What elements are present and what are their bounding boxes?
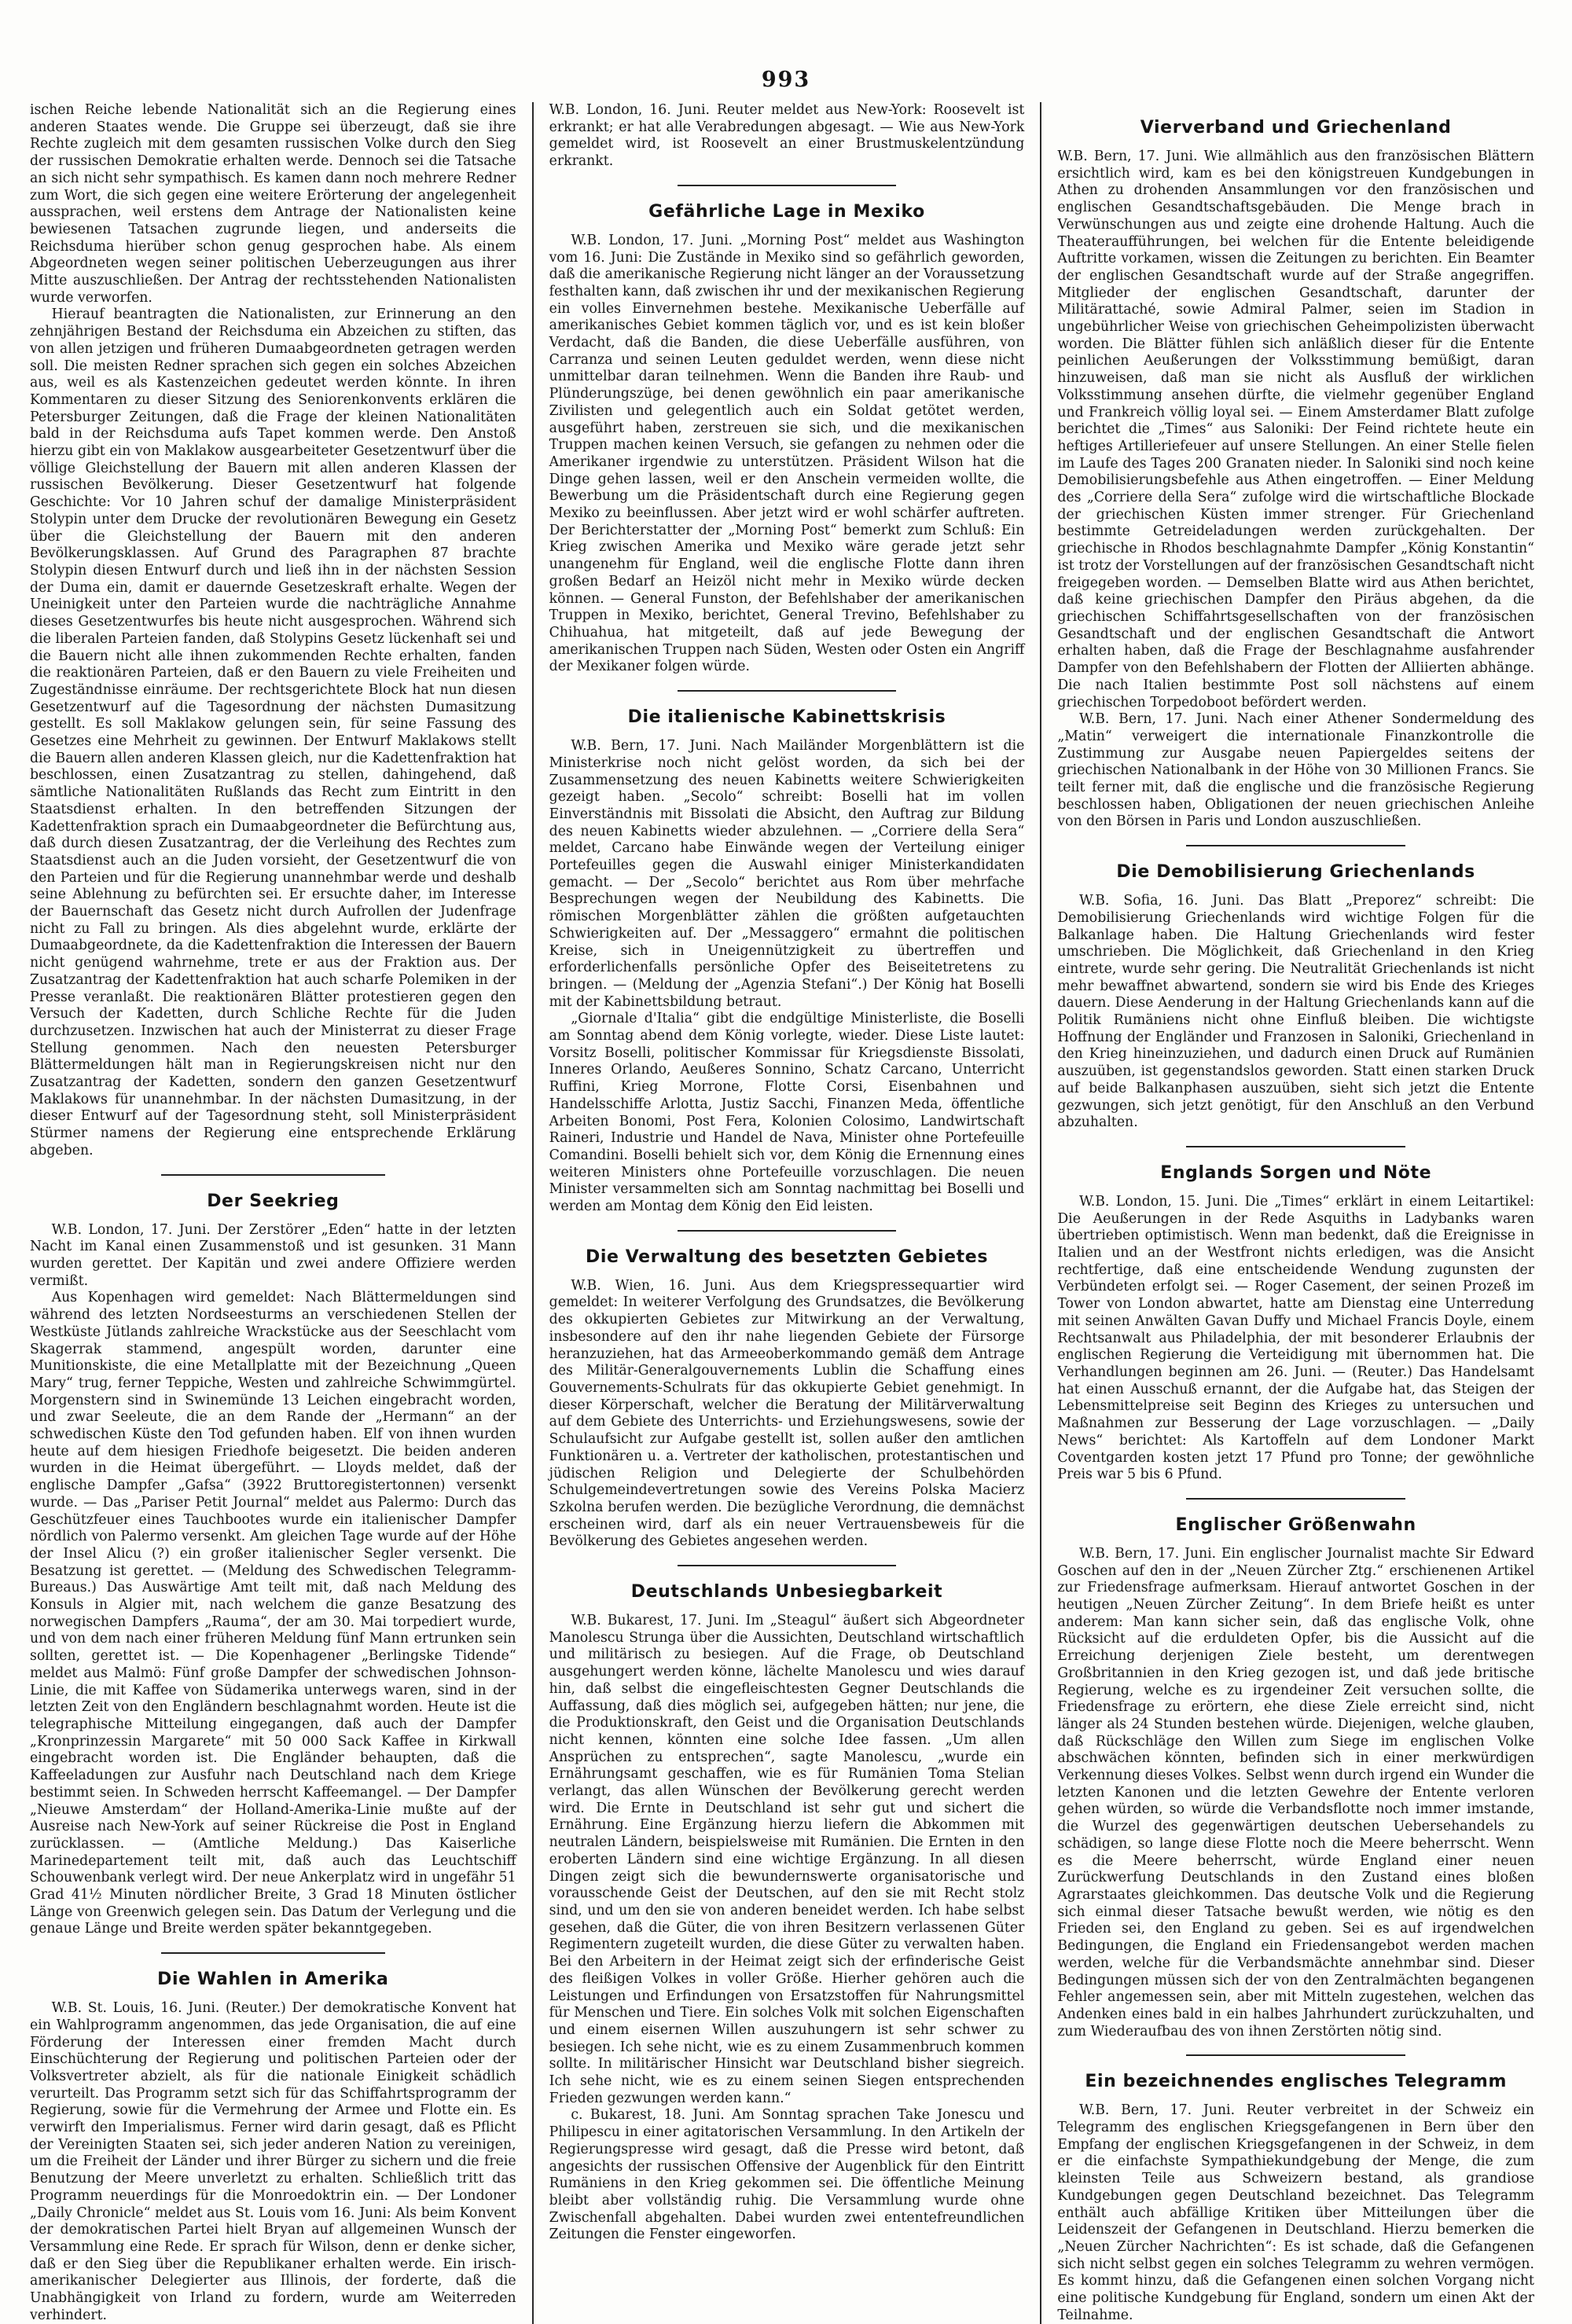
section-divider <box>1186 1146 1405 1147</box>
article-paragraph: W.B. London, 17. Juni. Der Zerstörer „Eden“ hatte in der letzten Nacht im Kanal einen Zusammenstoß und ist gesunken. 31 Mann wurden gerettet. Der Kapitän und zwei andere Offiziere werden vermißt. <box>30 1221 516 1289</box>
article-paragraph: Aus Kopenhagen wird gemeldet: Nach Blättermeldungen sind während des letzten Nordseesturms an verschiedenen Stellen der Westküste Jütlands zahlreiche Wrackstücke aus der Seeschlacht vom Skagerrak stammend, angespült worden, darunter eine Munitionskiste, die eine Metallplatte mit der Bezeichnung „Queen Mary“ trug, ferner Teppiche, Westen und zahlreiche Schwimmgürtel. Morgenstern sind in Swinemünde 13 Leichen eingebracht worden, und zwar Seeleute, die an dem Rande der „Hermann“ an der schwedischen Küste den Tod gefunden haben. Elf von ihnen wurden heute auf dem hiesigen Friedhofe beigesetzt. Die beiden anderen wurden in die Heimat übergeführt. — Lloyds meldet, daß der englische Dampfer „Gafsa“ (3922 Bruttoregistertonnen) versenkt wurde. — Das „Pariser Petit Journal“ meldet aus Palermo: Durch das Geschützfeuer eines Tauchbootes wurde ein italienischer Dampfer nördlich von Palermo versenkt. Am gleichen Tage wurde auf der Höhe der Insel Alicu (?) ein großer italienischer Segler versenkt. Die Besatzung ist gerettet. — (Meldung des Schwedischen Telegramm-Bureaus.) Das Auswärtige Amt teilt mit, daß nach Meldung des Konsuls in Algier mit, nach welchem die ganze Besatzung des norwegischen Dampfers „Rauma“, der am 30. Mai torpediert wurde, und von dem nach einer früheren Meldung fünf Mann ertrunken sein sollten, gerettet ist. — Die Kopenhagener „Berlingske Tidende“ meldet aus Malmö: Fünf große Dampfer der schwedischen Johnson-Linie, die mit Kaffee von Südamerika unterwegs waren, sind in der letzten Zeit von den Engländern beschlagnahmt worden. Heute ist die telegraphische Mitteilung eingegangen, daß auch der Dampfer „Kronprinzessin Margarete“ mit 50 000 Sack Kaffee in Kirkwall eingebracht worden ist. Die Engländer behaupten, daß die Kaffeeladungen zur Ausfuhr nach Deutschland nach dem Kriege bestimmt seien. In Schweden herrscht Kaffeemangel. — Der Dampfer „Nieuwe Amsterdam“ der Holland-Amerika-Linie mußte auf der Ausreise nach New-York auf seiner Rückreise die Post in England zurücklassen. — (Amtliche Meldung.) Das Kaiserliche Marinedepartement teilt mit, daß auch das Leuchtschiff Schouwenbank verlegt wird. Der neue Ankerplatz wird in ungefähr 51 Grad 41½ Minuten nördlicher Breite, 3 Grad 18 Minuten östlicher Länge von Greenwich gelegen sein. Das Datum der Verlegung und die genaue Länge und Breite werden später bekanntgegeben. <box>30 1290 516 1937</box>
article-heading: Die Verwaltung des besetzten Gebietes <box>585 1246 989 1267</box>
col-right <box>1041 102 1550 2324</box>
article <box>1057 118 1534 831</box>
article <box>30 1174 516 1939</box>
section-divider <box>1186 845 1405 846</box>
article <box>30 1952 516 2324</box>
article-paragraph: „Giornale d'Italia“ gibt die endgültige Ministerliste, die Boselli am Sonntag abend dem König vorlegte, wieder. Diese Liste lautet: Vorsitz Boselli, politischer Kommissar für Kriegsdienste Bissolati, Inneres Orlando, Aeußeres Sonnino, Schatz Carcano, Unterricht Ruffini, Krieg Morrone, Flotte Corsi, Eisenbahnen und Handelsschiffe Arlotta, Justiz Sacchi, Finanzen Meda, öffentliche Arbeiten Bonomi, Post Fera, Kolonien Colosimo, Landwirtschaft Raineri, Industrie und Handel de Nava, Minister ohne Portefeuille Comandini. Boselli behielt sich vor, dem König die Ernennung eines weiteren Ministers ohne Portefeuille vorzuschlagen. Die neuen Minister versammelten sich am Sonntag nachmittag bei Boselli und werden am Montag dem König den Eid leisten. <box>549 1011 1025 1215</box>
article-paragraph: W.B. Bern, 17. Juni. Wie allmählich aus den französischen Blättern ersichtlich wird, kam es bei den königstreuen Kundgebungen in Athen zu drohenden Ansammlungen vor den französischen und englischen Gesandtschaftsgebäuden. Die Menge brach in Verwünschungen aus und zeigte eine drohende Haltung. Auch die Theateraufführungen, bei welchen für die Entente beleidigende Auftritte vorkamen, wissen die Zeitungen zu berichten. Ein Beamter der englischen Gesandtschaft wurde auf der Straße angegriffen. Mitglieder der englischen Gesandtschaft, darunter der Militärattaché, sowie Admiral Palmer, seien im Stadion in ungebührlicher Weise von griechischen Geheimpolizisten überwacht worden. Die Blätter fühlen sich anläßlich dieser für die Entente peinlichen Aeußerungen der Volksstimmung bemüßigt, daran hinzuweisen, daß man sie nicht als Ausfluß der wirklichen Volksstimmung ansehen dürfte, die vielmehr gegenüber England und Frankreich völlig loyal sei. — Einem Amsterdamer Blatt zufolge berichtet die „Times“ aus Saloniki: Der Feind richtete heute ein heftiges Artilleriefeuer auf unsere Stellungen. An einer Stelle fielen im Laufe des Tages 200 Granaten nieder. In Saloniki sind noch keine Demobilisierungsbefehle aus Athen eingetroffen. — Einer Meldung des „Corriere della Sera“ zufolge wird die wirtschaftliche Blockade der griechischen Küsten immer strenger. Für Griechenland bestimmte Getreideladungen werden zurückgehalten. Der griechische in Rhodos beschlagnahmte Dampfer „König Konstantin“ ist trotz der Vorstellungen auf der französischen Gesandtschaft nicht freigegeben worden. — Demselben Blatte wird aus Athen berichtet, daß keine griechischen Dampfer den Piräus abgehen, da die griechischen Schiffahrtsgesellschaften von der französischen Gesandtschaft und der englischen Gesandtschaft die Antwort erhalten haben, daß die Frage der Beschlagnahme ausfahrender Dampfer von den Befehlshabern der Flotten der Alliierten abhänge. Die nach Italien bestimmte Post soll nächstens auf einem griechischen Torpedoboot befördert werden. <box>1057 149 1534 710</box>
article <box>549 185 1025 676</box>
article-paragraph: c. Bukarest, 18. Juni. Am Sonntag sprachen Take Jonescu und Philipescu in einer agitatorischen Versammlung. In den Artikeln der Regierungspresse wird gesagt, daß die Presse wird betont, daß angesichts der russischen Offensive der Augenblick für den Eintritt Rumäniens in den Krieg gekommen sei. Die öffentliche Meinung bleibt aber vollständig ruhig. Die Versammlung wurde ohne Zwischenfall abgehalten. Dabei wurden zwei ententefreundlichen Zeitungen die Fenster eingeworfen. <box>549 2107 1025 2243</box>
section-divider <box>161 1174 385 1176</box>
article <box>549 690 1025 1216</box>
article-paragraph: Hierauf beantragten die Nationalisten, zur Erinnerung an den zehnjährigen Bestand der Reichsduma ein Abzeichen zu stiften, das von allen jetzigen und früheren Dumaabgeordneten getragen werden soll. Die meisten Redner sprachen sich gegen ein solches Abzeichen aus, weil es als Kastenzeichen gedeutet werden könnte. In ihren Kommentaren zu dieser Sitzung des Seniorenkonvents erklären die Petersburger Zeitungen, daß die Frage der kleinen Nationalitäten bald in der Reichsduma aufs Tapet kommen werde. Den Anstoß hierzu gibt ein von Maklakow ausgearbeiteter Gesetzentwurf über die völlige Gleichstellung der Bauern mit allen anderen Klassen der russischen Bevölkerung. Dieser Gesetzentwurf hat folgende Geschichte: Vor 10 Jahren schuf der damalige Ministerpräsident Stolypin unter dem Drucke der revolutionären Bewegung ein Gesetz über die Gleichstellung der Bauern mit den anderen Bevölkerungsklassen. Auf Grund des Paragraphen 87 brachte Stolypin diesen Entwurf durch und ließ ihn in der nächsten Session der Duma ein, damit er dauernde Gesetzeskraft erhalte. Wegen der Uneinigkeit unter den Parteien wurde die nachträgliche Annahme dieses Gesetzentwurfes bis heute nicht ausgesprochen. Während sich die liberalen Parteien fanden, daß Stolypins Gesetz lückenhaft sei und die Bauern nicht alle ihnen zukommenden Rechte erhalten, fanden die reaktionären Parteien, daß er den Bauern zu viele Freiheiten und Zugeständnisse einräume. Der rechtsgerichtete Block hat nun diesen Gesetzentwurf auf die Tagesordnung der nächsten Dumasitzung gestellt. Es soll Maklakow gelungen sein, für seine Fassung des Gesetzes eine Mehrheit zu gewinnen. Der Entwurf Maklakows stellt die Bauern allen anderen Klassen gleich, nur die Kadettenfraktion hat beschlossen, einen Zusatzantrag zu stellen, dahingehend, daß sämtliche Nationalitäten Rußlands das Recht zum Eintritt in den Staatsdienst erhalten. In den betreffenden Sitzungen der Kadettenfraktion sprach ein Dumaabgeordneter die Befürchtung aus, daß durch diesen Zusatzantrag, der die Verleihung des Rechtes zum Staatsdienst auch an die Juden vorsieht, der Gesetzentwurf die von den Parteien und für die Regierung unannehmbar werde und deshalb seine Ablehnung zu befürchten sei. Er ersuchte daher, im Interesse der Bauernschaft das Gesetz nicht durch Aufrollen der Judenfrage nicht zu Fall zu bringen. Als dies abgelehnt wurde, erklärte der Dumaabgeordnete, da die Kadettenfraktion die Interessen der Bauern nicht genügend wahrnehme, trete er aus der Fraktion aus. Der Zusatzantrag der Kadettenfraktion hat auch scharfe Polemiken in der Presse veranlaßt. Die reaktionären Blätter protestieren gegen den Versuch der Kadetten, durch Schliche Rechte für die Juden durchzusetzen. Inzwischen hat auch der Ministerrat zu dieser Frage Stellung genommen. Nach den neuesten Petersburger Blättermeldungen hält man in Regierungskreisen nicht nur den Zusatzantrag der Kadetten, sondern den ganzen Gesetzentwurf Maklakows für unannehmbar. In der nächsten Dumasitzung, in der dieser Entwurf auf der Tagesordnung steht, soll Ministerpräsident Stürmer namens der Regierung eine entsprechende Erklärung abgeben. <box>30 307 516 1158</box>
article-heading: Die italienische Kabinettskrisis <box>627 707 946 728</box>
article-paragraph: W.B. Bern, 17. Juni. Reuter verbreitet in der Schweiz ein Telegramm des englischen Kriegsgefangenen in Bern über den Empfang der englischen Kriegsgefangenen in der Schweiz, in dem er die einfachste Sympathiekundgebung der Menge, die zum kleinsten Teile aus Schweizern bestand, als grandiose Kundgebungen gegen Deutschland bezeichnet. Das Telegramm enthält auch abfällige Kritiken über Mitteilungen über die Leidenszeit der Gefangenen in Deutschland. Hierzu bemerken die „Neuen Zürcher Nachrichten“: Es ist schade, daß die Gefangenen sich nicht selbst gegen ein solches Telegramm zu wehren vermögen. Es kommt hinzu, daß die Gefangenen einen solchen Vorgang nicht eine politische Kundgebung für England, sondern um einen Akt der Teilnahme. <box>1057 2102 1534 2323</box>
article-paragraph: W.B. London, 16. Juni. Reuter meldet aus New-York: Roosevelt ist erkrankt; er hat alle Verabredungen abgesagt. — Wie aus New-York gemeldet wird, ist Roosevelt an einer Brustmuskelentzündung erkrankt. <box>549 102 1025 170</box>
article-heading: Englischer Größenwahn <box>1175 1514 1416 1535</box>
article-heading: Gefährliche Lage in Mexiko <box>648 201 925 222</box>
section-divider <box>678 1565 896 1566</box>
col-left <box>25 102 534 2324</box>
article-paragraph: W.B. London, 15. Juni. Die „Times“ erklärt in einem Leitartikel: Die Aeußerungen in der Rede Asquiths in Ladybanks waren übertrieben optimistisch. Wenn man bedenkt, daß die Ereignisse in Italien und an der Westfront nichts erledigen, was die Ansicht rechtfertige, daß eine entscheidende Wendung zugunsten der Verbündeten erfolgt sei. — Roger Casement, der seinen Prozeß im Tower von London abwartet, hatte am Dienstag eine Unterredung mit seinen Anwälten Gavan Duffy und Michael Francis Doyle, einem Rechtsanwalt aus Philadelphia, der mit besonderer Erlaubnis der englischen Regierung die Verteidigung mit übernommen hat. Die Verhandlungen beginnen am 26. Juni. — (Reuter.) Das Handelsamt hat einen Ausschuß ernannt, der die Aufgabe hat, das Steigen der Lebensmittelpreise seit Beginn des Krieges zu untersuchen und Maßnahmen zur Besserung der Lage vorzuschlagen. — „Daily News“ berichtet: Als Kartoffeln auf dem Londoner Markt Coventgarden kosten jetzt 17 Pfund pro Tonne; der gewöhnliche Preis war 5 bis 6 Pfund. <box>1057 1193 1534 1483</box>
article <box>1057 2054 1534 2324</box>
article <box>1057 845 1534 1132</box>
article <box>1057 1146 1534 1484</box>
article <box>1057 1498 1534 2040</box>
article-paragraph: W.B. Bern, 17. Juni. Nach Mailänder Morgenblättern ist die Ministerkrise noch nicht gelöst worden, da sich bei der Zusammensetzung des neuen Kabinetts weitere Schwierigkeiten gezeigt haben. „Secolo“ schreibt: Boselli hat im vollen Einverständnis mit Bissolati die Absicht, den Auftrag zur Bildung des neuen Kabinetts wieder abzulehnen. — „Corriere della Sera“ meldet, Carcano habe Einwände wegen der Verteilung einiger Portefeuilles gegen die Auswahl einiger Ministerkandidaten gemacht. — Der „Secolo“ berichtet aus Rom über mehrfache Besprechungen wegen der Neubildung des Kabinetts. Die römischen Morgenblätter zählen die größten aufgetauchten Schwierigkeiten auf. Der „Messaggero“ ermahnt die politischen Kreise, sich in Uneigennützigkeit zu übertreffen und erforderlichenfalls persönliche Opfer des Beiseitetretens zu bringen. — (Meldung der „Agenzia Stefani“.) Der König hat Boselli mit der Kabinettsbildung betraut. <box>549 738 1025 1010</box>
section-divider <box>161 1952 385 1954</box>
article-paragraph: W.B. Bern, 17. Juni. Ein englischer Journalist machte Sir Edward Goschen auf den in der „Neuen Zürcher Ztg.“ erschienenen Artikel zur Friedensfrage aufmerksam. Hierauf antwortet Goschen in der heutigen „Neuen Zürcher Zeitung“. In dem Briefe heißt es unter anderem: Man kann sicher sein, daß das englische Volk, ohne Rücksicht auf die erduldeten Opfer, bis die Aussicht auf die Erreichung derjenigen Ziele besteht, um derentwegen Großbritannien in den Krieg gezogen ist, und daß jede britische Regierung, welche es zu irgendeiner Zeit versuchen sollte, die Friedensfrage zu erörtern, ehe diese Ziele erreicht sind, nicht länger als 24 Stunden bestehen würde. Diejenigen, welche glauben, daß Rückschläge den Willen zum Siege im englischen Volke abschwächen könnten, befinden sich in einer merkwürdigen Verkennung dieses Volkes. Selbst wenn durch irgend ein Wunder die letzten Kanonen und die letzten Gewehre der Entente verloren gehen würden, so würde die Verbandsflotte noch immer imstande, die Wurzel des gegenwärtigen deutschen Uebersehandels zu schädigen, so lange diese Flotte noch die Meere beherrscht. Wenn es die Meere beherrscht, würde England einer neuen Zurückwerfung Deutschlands in den Zustand eines bloßen Agrarstaates gleichkommen. Das deutsche Volk und die Regierung sich einmal dieser Tatsache bewußt werden, wie nötig es den Frieden sei, den England zu geben. Sei es auf irgendwelchen Bedingungen, die England ein Friedensangebot werden machen werden, welche für die Verbandsmächte annehmbar sind. Dieser Bedingungen müssen sich der von den Zentralmächten begangenen Fehler angemessen sein, aber mit Mitteln zugestehen, welchen das Andenken eines bald in ein halbes Jahrhundert zurückzuhalten, und zum Wiederaufbau des von ihnen Zerstörten nötig sind. <box>1057 1545 1534 2039</box>
article-heading: Die Demobilisierung Griechenlands <box>1116 862 1475 883</box>
columns-container <box>25 102 1550 2323</box>
article <box>549 102 1025 171</box>
article-heading: Die Wahlen in Amerika <box>157 1970 389 1990</box>
article-heading: Deutschlands Unbesiegbarkeit <box>630 1582 943 1603</box>
section-divider <box>678 185 896 186</box>
article-paragraph: W.B. Sofia, 16. Juni. Das Blatt „Preporez“ schreibt: Die Demobilisierung Griechenlands wird wichtige Folgen für die Balkanlage haben. Die Haltung Griechenlands wird fester umschrieben. Die Möglichkeit, daß Griechenland in den Krieg eintrete, wurde sehr gering. Die Neutralität Griechenlands ist nicht mehr bewaffnet abwartend, sondern sie wird bis Ende des Krieges dauern. Diese Aenderung in der Haltung Griechenlands kann auf die Politik Rumäniens nicht ohne Einfluß bleiben. Die wichtigste Hoffnung der Engländer und Franzosen in Saloniki, Griechenland in den Krieg hineinzuziehen, und dadurch einen Druck auf Rumänien auszuüben, ist gegenstandslos geworden. Statt einen starken Druck auf beide Balkanphasen auszuüben, sieht sich jetzt die Entente gezwungen, sich jetzt genötigt, für den Anschluß an den Verbund abzuhalten. <box>1057 893 1534 1131</box>
article-heading: Englands Sorgen und Nöte <box>1160 1162 1432 1183</box>
article-heading: Ein bezeichnendes englisches Telegramm <box>1085 2072 1507 2092</box>
article-paragraph: W.B. St. Louis, 16. Juni. (Reuter.) Der demokratische Konvent hat ein Wahlprogramm angenommen, das jede Organisation, die auf eine Förderung der Interessen einer fremden Macht durch Einschüchterung der Regierung und politischen Parteien oder der Volksvertreter abzielt, als für die nationale Einigkeit schädlich verurteilt. Das Programm setzt sich für das Schiffahrtsprogramm der Regierung, sowie für die Vermehrung der Armee und Flotte ein. Es verwirft den Imperialismus. Ferner wird darin gesagt, daß es Pflicht der Vereinigten Staaten sei, sich jeder anderen Nation zu vereinigen, um die Freiheit der Länder und ihrer Bürger zu sichern und die freie Benutzung der Meere unverletzt zu erhalten. Schließlich tritt das Programm neuerdings für die Monroedoktrin ein. — Der Londoner „Daily Chronicle“ meldet aus St. Louis vom 16. Juni: Als beim Konvent der demokratischen Partei hielt Bryan auf allgemeinen Wunsch der Versammlung eine Rede. Er sprach für Wilson, denn er denke sicher, daß er den Sieg über die Republikaner erhalten werde. Ein irisch-amerikanischer Delegierter aus Illinois, der forderte, daß die Unabhängigkeit von Irland zu fordern, wurde am Weiterreden verhindert. <box>30 2000 516 2323</box>
col-middle <box>534 102 1042 2324</box>
page-number: 993 <box>761 68 811 92</box>
article <box>549 1565 1025 2244</box>
article-heading: Vierverband und Griechenland <box>1140 118 1452 138</box>
section-divider <box>1186 1498 1405 1500</box>
article-paragraph: W.B. Wien, 16. Juni. Aus dem Kriegspressequartier wird gemeldet: In weiterer Verfolgung des Grundsatzes, die Bevölkerung des okkupierten Gebietes zur Mitwirkung an der Verwaltung, insbesondere auf den ihr nahe liegenden Gebiete der Fürsorge heranzuziehen, hat das Armeeoberkommando gemäß dem Antrage des Militär-Generalgouvernements Lublin die Schaffung eines Gouvernements-Schulrats für das okkupierte Gebiet genehmigt. In dieser Körperschaft, welcher die Beratung der Militärverwaltung auf dem Gebiete des Unterrichts- und Erziehungswesens, sowie der Schulaufsicht zur Aufgabe gestellt ist, sollen außer den amtlichen Funktionären u. a. Vertreter der katholischen, protestantischen und jüdischen Religion und Delegierte der Schulbehörden Schulgemeindevertretungen sowie des Vereins Polska Macierz Szkolna berufen werden. Die bezügliche Verordnung, die demnächst erscheinen wird, darf als ein neuer Vertrauensbeweis für die Bevölkerung des Gebietes angesehen werden. <box>549 1277 1025 1550</box>
article <box>549 1230 1025 1551</box>
article-heading: Der Seekrieg <box>207 1191 340 1211</box>
article-paragraph: W.B. Bukarest, 17. Juni. Im „Steagul“ äußert sich Abgeordneter Manolescu Strunga über die Aussichten, Deutschland wirtschaftlich und militärisch zu besiegen. Auf die Frage, ob Deutschland ausgehungert werden könne, lächelte Manolescu und wies darauf hin, daß selbst die eingefleischtesten Gegner Deutschlands die Auffassung, daß dies möglich sei, aufgegeben hätten; nur jene, die die Produktionskraft, den Geist und die Organisation Deutschlands nicht kennen, könnten eine solche Idee fassen. „Um allen Ansprüchen zu entsprechen“, sagte Manolescu, „wurde ein Ernährungsamt geschaffen, wie es für Rumänien Toma Stelian verlangt, das allen Wünschen der Bevölkerung gerecht werden wird. Die Ernte in Deutschland ist sehr gut und sichert die Ernährung. Eine Ergänzung hierzu liefern die Abkommen mit neutralen Ländern, beispielsweise mit Rumänien. Die Ernten in den eroberten Ländern sind eine wichtige Ergänzung. In all diesen Dingen zeigt sich die bewundernswerte organisatorische und vorausschende Geist der Deutschen, auf den sie mit Recht stolz sind, und um den sie von anderen beneidet werden. Ich habe selbst gesehen, daß die Güter, die von ihren Besitzern verlassenen Güter Regimentern zugeteilt wurden, die diese Güter zu verwalten haben. Bei den Arbeitern in der Heimat zeigt sich der erfinderische Geist des fleißigen Volkes in voller Größe. Hierher gehören auch die Leistungen und Erfindungen von Ersatzstoffen für Nahrungsmittel für Menschen und Tiere. Ein solches Volk mit solchen Eigenschaften und einem eisernen Willen auszuhungern ist sehr schwer zu besiegen. Ich sehe nicht, wie es zu einem Zusammenbruch kommen sollte. In militärischer Hinsicht war Deutschland bisher siegreich. Ich sehe nicht, wie es zu einem seinen Siegen entsprechenden Frieden gezwungen werden kann.“ <box>549 1613 1025 2106</box>
section-divider <box>678 690 896 692</box>
section-divider <box>1186 2054 1405 2056</box>
section-divider <box>678 1230 896 1232</box>
article-paragraph: ischen Reiche lebende Nationalität sich an die Regierung eines anderen Staates wende. Die Gruppe sei überzeugt, daß sie ihre Rechte zugleich mit dem gesamten russischen Volke durch den Sieg der russischen Demokratie erhalten werde. Dennoch sei die Tatsache an sich nicht sehr sympathisch. Es kamen dann noch mehrere Redner zum Wort, die sich gegen eine weitere Erörterung der angelegenheit aussprachen, weil erstens dem Antrage der Nationalisten keine bewiesenen Tatsachen zugrunde liegen, und anderseits die Reichsduma hierüber schon genug gesprochen habe. Als einem Abgeordneten wegen seiner politischen Ueberzeugungen aus ihrer Mitte auszuschließen. Der Antrag der rechtsstehenden Nationalisten wurde verworfen. <box>30 102 516 306</box>
article <box>30 102 516 1160</box>
article-paragraph: W.B. London, 17. Juni. „Morning Post“ meldet aus Washington vom 16. Juni: Die Zustände in Mexiko sind so gefährlich geworden, daß die amerikanische Regierung nicht länger an der Voraussetzung festhalten kann, daß zwischen ihr und der mexikanischen Regierung ein volles Einvernehmen bestehe. Mexikanische Ueberfälle auf amerikanisches Gebiet kommen täglich vor, und es ist kein bloßer Verdacht, daß die Banden, die diese Ueberfälle ausführen, von Carranza und seinen Leuten geduldet werden, wenn diese nicht unmittelbar daran teilnehmen. Wenn die Banden ihre Raub- und Plünderungszüge, bei denen gewöhnlich ein paar amerikanische Zivilisten und gelegentlich auch ein Soldat getötet werden, ausgeführt haben, zerstreuen sie sich, und die mexikanischen Truppen machen keinen Versuch, sie gefangen zu nehmen oder die Amerikaner irgendwie zu unterstützen. Präsident Wilson hat die Dinge gehen lassen, weil er den Anschein vermeiden wollte, die Bewerbung um die Präsidentschaft durch eine Regierung gegen Mexiko zu beeinflussen. Aber jetzt wird er wohl schärfer auftreten. Der Berichterstatter der „Morning Post“ bemerkt zum Schluß: Ein Krieg zwischen Amerika und Mexiko wäre gerade jetzt sehr unangenehm für England, weil die englische Flotte dann ihren großen Bedarf an Heizöl nicht mehr in Mexiko würde decken können. — General Funston, der Befehlshaber der amerikanischen Truppen in Mexiko, berichtet, General Trevino, Befehlshaber zu Chihuahua, hat mitgeteilt, daß auf jede Bewegung der amerikanischen Truppen nach Süden, Westen oder Osten ein Angriff der Mexikaner folgen würde. <box>549 232 1025 675</box>
article-paragraph: W.B. Bern, 17. Juni. Nach einer Athener Sondermeldung des „Matin“ verweigert die internationale Finanzkontrolle die Zustimmung zur Ausgabe neuen Papiergeldes seitens der griechischen Nationalbank in der Höhe von 30 Millionen Francs. Sie teilt ferner mit, daß die englische und die französische Regierung beschlossen haben, Obligationen der neuen griechischen Anleihe von den Börsen in Paris und London auszuschließen. <box>1057 711 1534 830</box>
